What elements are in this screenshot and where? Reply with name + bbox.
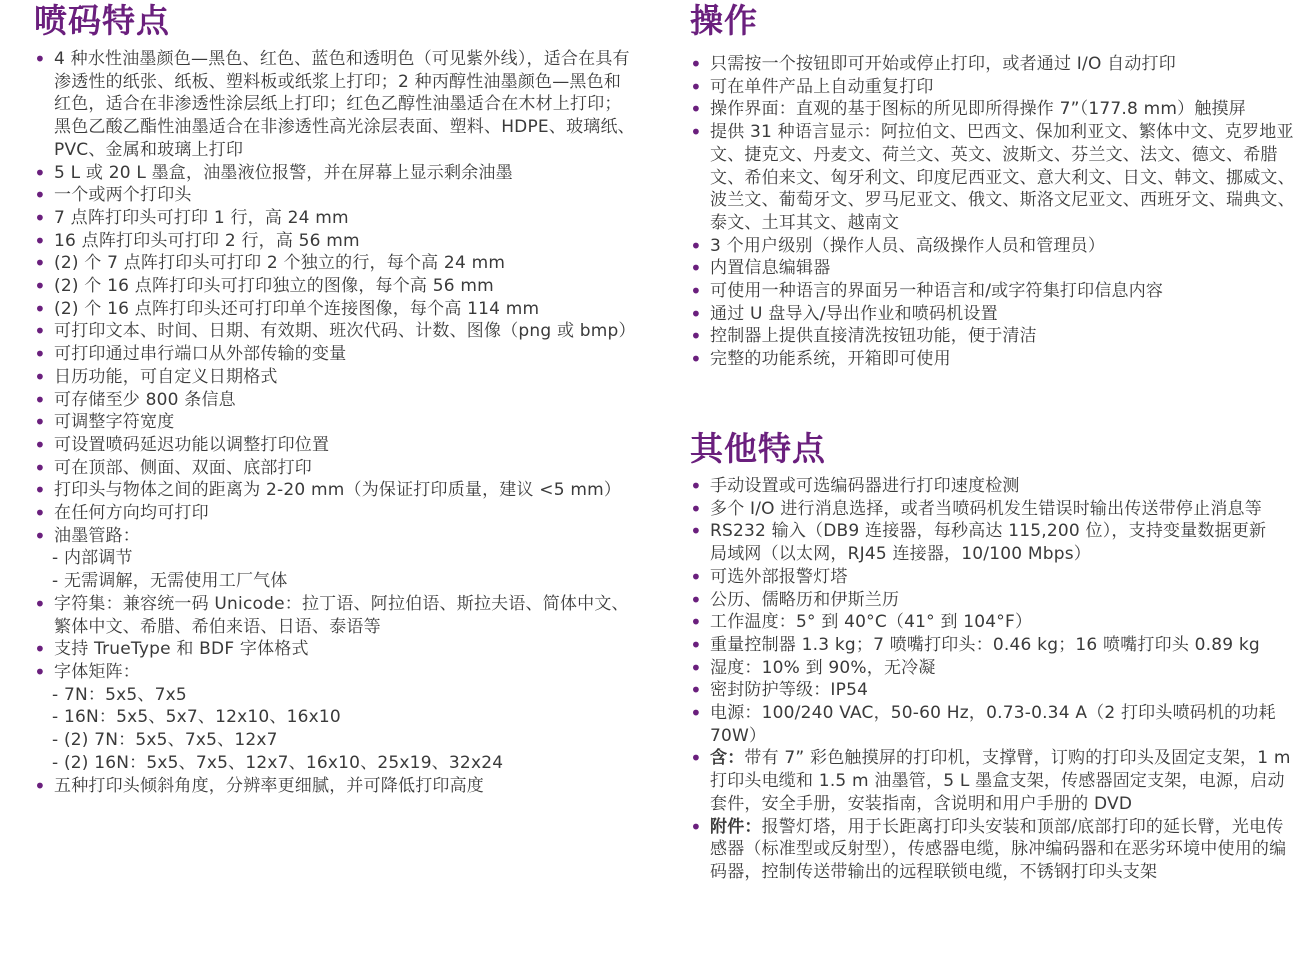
item-text: 提供 31 种语言显示：阿拉伯文、巴西文、保加利亚文、繁体中文、克罗地亚文、捷克文、丹麦文、荷兰文、英文、波斯文、芬兰文、法文、德文、希腊文、希伯来文、匈牙利文、印度尼西亚文、意大利文、日文、韩文、挪威文、波兰文、葡萄牙文、罗马尼亚文、俄文、斯洛文尼亚文、西班牙文、瑞典文、泰文、土耳其文、越南文 bbox=[710, 122, 1295, 233]
list-item bbox=[34, 298, 638, 321]
item-text: 可存储至少 800 条信息 bbox=[54, 389, 236, 410]
list-item bbox=[34, 775, 638, 798]
item-text: 可选外部报警灯塔 bbox=[710, 566, 848, 587]
list-subitem bbox=[34, 547, 638, 570]
item-text: (2) 个 16 点阵打印头还可打印单个连接图像，每个高 114 mm bbox=[54, 298, 540, 319]
item-text: (2) 个 7 点阵打印头可打印 2 个独立的行，每个高 24 mm bbox=[54, 253, 506, 274]
list-item bbox=[34, 252, 638, 275]
item-text: 3 个用户级别（操作人员、高级操作人员和管理员） bbox=[710, 235, 1106, 256]
item-text: 湿度：10% 到 90%，无冷凝 bbox=[710, 657, 936, 678]
item-text: 通过 U 盘导入/导出作业和喷码机设置 bbox=[710, 303, 998, 324]
list-item bbox=[34, 230, 638, 253]
list-subitem bbox=[34, 684, 638, 707]
item-text: 可设置喷码延迟功能以调整打印位置 bbox=[54, 434, 330, 455]
item-text: 可在顶部、侧面、双面、底部打印 bbox=[54, 457, 312, 478]
item-text: 电源：100/240 VAC，50-60 Hz，0.73-0.34 A（2 打印头喷码机的功耗 70W） bbox=[710, 703, 1276, 746]
list-item bbox=[690, 475, 1298, 498]
item-text: 重量控制器 1.3 kg；7 喷嘴打印头：0.46 kg；16 喷嘴打印头 0.89 kg bbox=[710, 634, 1260, 655]
list-item bbox=[34, 434, 638, 457]
list-item bbox=[690, 98, 1298, 121]
list-item bbox=[34, 502, 638, 525]
list-item bbox=[34, 366, 638, 389]
item-text: 支持 TrueType 和 BDF 字体格式 bbox=[54, 639, 309, 660]
list-item bbox=[690, 303, 1298, 326]
item-text: 密封防护等级：IP54 bbox=[710, 680, 869, 701]
list-item bbox=[690, 589, 1298, 612]
list-item bbox=[690, 679, 1298, 702]
list-item bbox=[34, 638, 638, 661]
list-item bbox=[34, 343, 638, 366]
item-text: 字体矩阵： bbox=[54, 661, 140, 682]
item-text: 可打印文本、时间、日期、有效期、班次代码、计数、图像（png 或 bmp） bbox=[54, 321, 636, 342]
item-text: 字符集：兼容统一码 Unicode：拉丁语、阿拉伯语、斯拉夫语、简体中文、繁体中文、希腊、希伯来语、日语、泰语等 bbox=[54, 593, 629, 637]
item-text: 打印头与物体之间的距离为 2-20 mm（为保证打印质量，建议 <5 mm） bbox=[54, 480, 622, 501]
features-list bbox=[34, 48, 638, 797]
item-text: 多个 I/O 进行消息选择，或者当喷码机发生错误时输出传送带停止消息等 bbox=[710, 498, 1262, 519]
item-text: 在任何方向均可打印 bbox=[54, 503, 209, 524]
item-text: - 16N：5x5、5x7、12x10、16x10 bbox=[52, 707, 341, 728]
item-text: 4 种水性油墨颜色—黑色、红色、蓝色和透明色（可见紫外线），适合在具有渗透性的纸张、纸板、塑料板或纸浆上打印；2 种丙醇性油墨颜色—黑色和红色，适合在非渗透性涂层纸上打印；红色乙醇性油墨适合在木材上打印；黑色乙酸乙酯性油墨适合在非渗透性高光涂层表面、塑料、HDPE、玻璃纸、PVC、金属和玻璃上打印 bbox=[54, 49, 635, 160]
item-text: - (2) 7N：5x5、7x5、12x7 bbox=[52, 730, 278, 751]
section-title-other-features: 其他特点 bbox=[690, 429, 826, 468]
list-item bbox=[690, 816, 1298, 884]
item-text: 可打印通过串行端口从外部传输的变量 bbox=[54, 344, 347, 365]
section-title-features: 喷码特点 bbox=[34, 1, 170, 40]
list-item bbox=[690, 520, 1298, 565]
item-text: 带有 7” 彩色触摸屏的打印机，支撑臂，订购的打印头及固定支架，1 m 打印头电缆和 1.5 m 油墨管，5 L 墨盒支架，传感器固定支架，电源，启动套件，安全手册，安装指南，含说明和用户手册的 DVD bbox=[710, 748, 1291, 814]
item-text: 手动设置或可选编码器进行打印速度检测 bbox=[710, 476, 1020, 496]
list-item bbox=[690, 747, 1298, 815]
item-text: 公历、儒略历和伊斯兰历 bbox=[710, 589, 900, 610]
list-item bbox=[34, 661, 638, 684]
item-text-continued: 局域网（以太网，RJ45 连接器，10/100 Mbps） bbox=[710, 544, 1091, 565]
item-text: 可使用一种语言的界面另一种语言和/或字符集打印信息内容 bbox=[710, 281, 1164, 302]
item-text: 五种打印头倾斜角度，分辨率更细腻，并可降低打印高度 bbox=[54, 775, 484, 796]
item-text: 工作温度：5° 到 40°C（41° 到 104°F） bbox=[710, 612, 1033, 633]
item-text: RS232 输入（DB9 连接器，每秒高达 115,200 位），支持变量数据更新 bbox=[710, 521, 1267, 542]
list-item bbox=[34, 593, 638, 638]
list-item bbox=[690, 280, 1298, 303]
list-item bbox=[34, 525, 638, 548]
item-text: (2) 个 16 点阵打印头可打印独立的图像，每个高 56 mm bbox=[54, 276, 494, 297]
other-features-list bbox=[690, 475, 1298, 884]
list-item bbox=[690, 235, 1298, 258]
list-item bbox=[34, 275, 638, 298]
item-text: 操作界面：直观的基于图标的所见即所得操作 7”（177.8 mm）触摸屏 bbox=[710, 99, 1246, 120]
item-text: - 内部调节 bbox=[52, 548, 133, 569]
list-item bbox=[690, 611, 1298, 634]
list-item bbox=[690, 325, 1298, 348]
item-text: 报警灯塔，用于长距离打印头安装和顶部/底部打印的延长臂，光电传感器（标准型或反射型），传感器电缆，脉冲编码器和在恶劣环境中使用的编码器，控制传送带输出的远程联锁电缆，不锈钢打印头支架 bbox=[710, 816, 1287, 882]
item-label: 附件： bbox=[710, 816, 762, 837]
list-item bbox=[34, 48, 638, 162]
list-subitem bbox=[34, 752, 638, 775]
item-text: 控制器上提供直接清洗按钮功能，便于清洁 bbox=[710, 326, 1037, 347]
list-subitem bbox=[34, 729, 638, 752]
item-text: 日历功能，可自定义日期格式 bbox=[54, 366, 278, 387]
list-subitem bbox=[34, 706, 638, 729]
list-item bbox=[34, 162, 638, 185]
item-text: 5 L 或 20 L 墨盒，油墨液位报警，并在屏幕上显示剩余油墨 bbox=[54, 162, 513, 183]
item-text: 完整的功能系统，开箱即可使用 bbox=[710, 349, 951, 370]
list-item bbox=[34, 411, 638, 434]
list-item bbox=[690, 657, 1298, 680]
list-item bbox=[690, 348, 1298, 371]
list-item bbox=[690, 566, 1298, 589]
list-item bbox=[690, 53, 1298, 76]
item-text: 7 点阵打印头可打印 1 行，高 24 mm bbox=[54, 207, 349, 228]
list-item bbox=[34, 457, 638, 480]
item-text: 油墨管路： bbox=[54, 525, 140, 546]
operation-list bbox=[690, 53, 1298, 371]
list-item bbox=[690, 702, 1298, 747]
item-text: 只需按一个按钮即可开始或停止打印，或者通过 I/O 自动打印 bbox=[710, 54, 1176, 74]
list-item bbox=[34, 479, 638, 502]
item-text: - (2) 16N：5x5、7x5、12x7、16x10、25x19、32x24 bbox=[52, 752, 504, 773]
item-text: 内置信息编辑器 bbox=[710, 258, 831, 279]
list-item bbox=[34, 389, 638, 412]
list-item bbox=[690, 498, 1298, 521]
section-title-operation: 操作 bbox=[690, 1, 758, 40]
list-subitem bbox=[34, 570, 638, 593]
item-text: - 无需调解，无需使用工厂气体 bbox=[52, 571, 288, 592]
list-item bbox=[690, 76, 1298, 99]
list-item bbox=[34, 320, 638, 343]
item-label: 含： bbox=[710, 748, 745, 769]
item-text: 16 点阵打印头可打印 2 行，高 56 mm bbox=[54, 230, 360, 251]
list-item bbox=[690, 121, 1298, 235]
list-item bbox=[34, 207, 638, 230]
item-text: 可在单件产品上自动重复打印 bbox=[710, 76, 934, 97]
item-text: 一个或两个打印头 bbox=[54, 185, 192, 206]
item-text: - 7N：5x5、7x5 bbox=[52, 684, 187, 705]
list-item bbox=[690, 634, 1298, 657]
list-item bbox=[34, 184, 638, 207]
list-item bbox=[690, 257, 1298, 280]
item-text: 可调整字符宽度 bbox=[54, 412, 175, 433]
